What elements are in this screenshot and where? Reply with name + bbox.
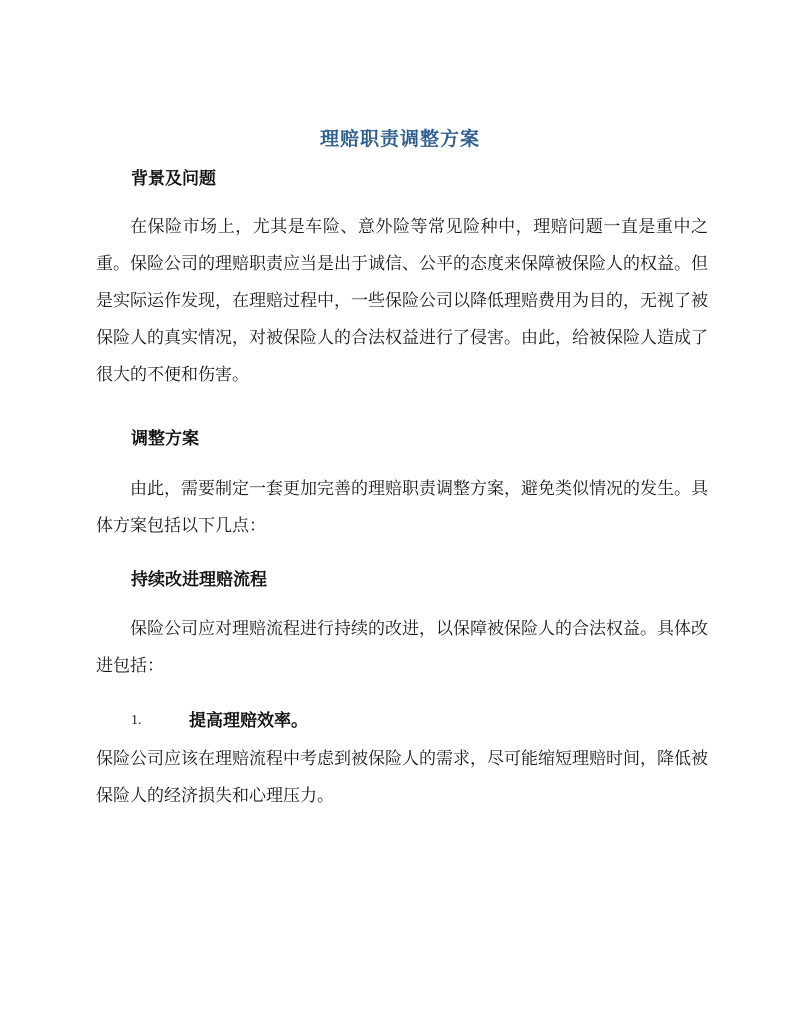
section-heading-background: 背景及问题 <box>131 169 216 189</box>
paragraph-list-item-1: 保险公司应该在理赔流程中考虑到被保险人的需求，尽可能缩短理赔时间，降低被保险人的经济损失和心理压力。 <box>96 749 708 806</box>
page-title: 理赔职责调整方案 <box>319 128 480 150</box>
section-heading-adjustment: 调整方案 <box>131 429 199 449</box>
list-item <box>131 706 308 736</box>
paragraph-background: 在保险市场上，尤其是车险、意外险等常见险种中，理赔问题一直是重中之重。保险公司的理赔职责应当是出于诚信、公平的态度来保障被保险人的权益。但是实际运作发现，在理赔过程中，一些保险公司以降低理赔费用为目的，无视了被保险人的真实情况，对被保险人的合法权益进行了侵害。由此，给被保险人造成了很大的不便和伤害。 <box>96 217 708 385</box>
paragraph-improvement: 保险公司应对理赔流程进行持续的改进，以保障被保险人的合法权益。具体改进包括： <box>96 619 708 676</box>
section-heading-improvement: 持续改进理赔流程 <box>131 570 267 590</box>
list-item-label: 提高理赔效率。 <box>189 711 308 731</box>
list-item-number: 1. <box>131 713 142 728</box>
paragraph-adjustment: 由此，需要制定一套更加完善的理赔职责调整方案，避免类似情况的发生。具体方案包括以下几点： <box>96 479 708 536</box>
